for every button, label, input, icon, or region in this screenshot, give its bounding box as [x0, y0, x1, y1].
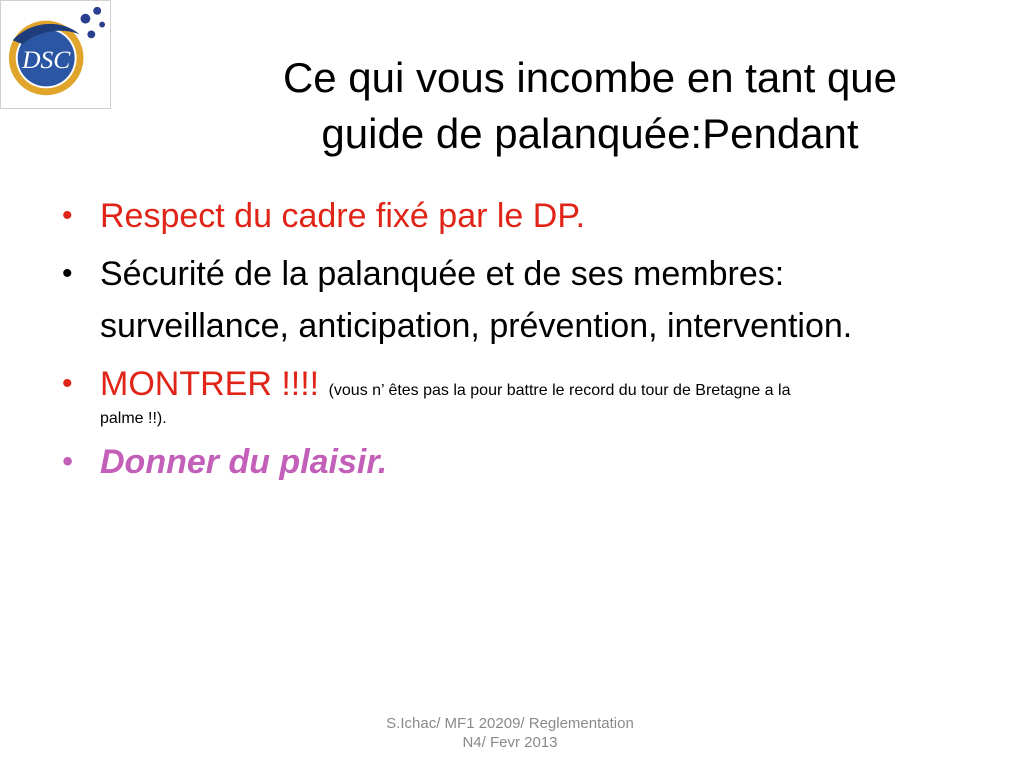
bullet-item-respect: [60, 190, 960, 242]
bullet-item-securite: [60, 248, 960, 352]
title-line-2: guide de palanquée:Pendant: [321, 110, 859, 157]
slide-footer: [330, 714, 690, 752]
bullet-note-continued: palme !!).: [100, 410, 167, 427]
slide-title: [180, 50, 1000, 162]
bullet-item-montrer: [60, 358, 960, 430]
bullet-note: (vous n’ êtes pas la pour battre le record du tour de Bretagne a la: [328, 382, 791, 399]
bullet-text: Donner du plaisir.: [100, 443, 388, 481]
bullet-dot-icon: •: [62, 367, 73, 400]
bullet-dot-icon: •: [62, 199, 73, 232]
title-line-1: Ce qui vous incombe en tant que: [282, 54, 898, 101]
bullet-text: Respect du cadre fixé par le DP.: [100, 197, 586, 235]
bullet-list: [60, 190, 960, 494]
bullet-dot-icon: •: [62, 445, 73, 478]
footer-line-1: S.Ichac/ MF1 20209/ Reglementation: [386, 715, 634, 732]
dsc-logo: [0, 0, 111, 109]
bullet-text: MONTRER !!!!: [100, 365, 320, 403]
logo-text: DSC: [22, 44, 71, 74]
footer-line-2: N4/ Fevr 2013: [462, 734, 558, 751]
bullet-text: Sécurité de la palanquée et de ses membres: surveillance, anticipation, prévention, intervention.: [100, 255, 853, 345]
dsc-logo-icon: [1, 1, 110, 108]
bullet-item-plaisir: [60, 436, 960, 488]
bullet-dot-icon: •: [62, 257, 73, 290]
